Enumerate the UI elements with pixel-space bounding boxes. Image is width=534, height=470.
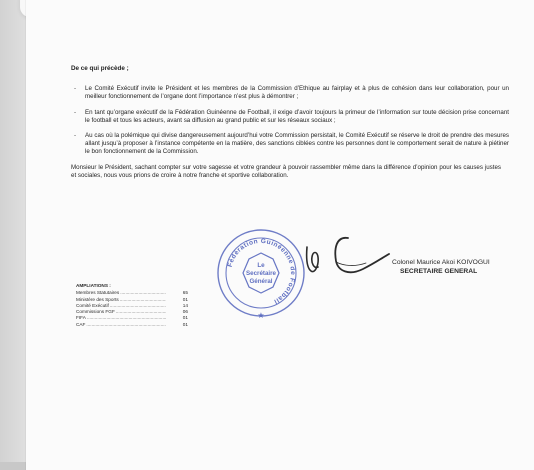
bullet-item-1 [71,85,509,101]
ampliation-count: 01 [182,296,188,302]
ampliation-label: Ministère des Sports ..... [76,297,166,303]
bullet-item-2 [71,109,509,125]
ampliation-count: 65 [182,290,188,296]
bullet-text: En tant qu’organe exécutif de la Fédération Guinéenne de Football, il exige d’avoir toujours la primeur de l’information sur toute décision prise concernant le football et tous les acteurs, avant sa diffusion au grand public et sur les réseaux sociaux ; [85,108,509,124]
signatory-title: SECRETAIRE GENERAL [400,268,478,276]
ampliation-label: Membres Statutaires ..... [76,290,166,296]
letter-bullet-list [71,85,509,156]
signature [292,220,392,300]
ampliation-label: Commissions FGF ..... [76,309,166,315]
signatory-name: Colonel Maurice Akoi KOIVOGUI [392,259,490,266]
closing-paragraph: Monsieur le Président, sachant compter sur votre sagesse et votre grandeur à pouvoir rassembler même dans la différence d’opinion pour les causes justes et sociales, nous vous prions de croire à notre franche et sportive collaboration. [71,164,501,179]
letter-body [71,65,509,180]
ampliation-label: Comité Exécutif ..... [76,303,166,309]
bullet-marker: - [74,132,77,140]
ampliation-label: CAF ..... [76,322,166,328]
ampliation-count: 06 [182,309,188,315]
ampliations-list [76,283,220,328]
letter-heading: De ce qui précède ; [71,65,129,72]
stamp-ring-text: Fédération Guinéenne de Football [226,237,297,305]
bullet-marker: - [74,108,77,116]
ampliation-row [76,322,220,328]
signature-icon [292,220,392,300]
bullet-text: Au cas où la polémique qui divise dangereusement aujourd’hui votre Commission persistait, le Comité Exécutif se réserve le droit de prendre des mesures allant jusqu’à proposer à l’instance compétente en la matière, des sanctions ciblées contre les personnes dont le comportement serait de nature à piétiner le bon fonctionnement de la Commission. [85,132,509,156]
bullet-text: Le Comité Exécutif invite le Président et les membres de la Commission d’Ethique au fairplay et à plus de cohésion dans leur collaboration, pour un meilleur fonctionnement de l’organe dont l’importance n’est plus à démontrer ; [85,84,509,100]
bullet-item-3 [71,132,509,156]
ampliation-count: 01 [182,321,188,327]
ampliation-count: 01 [182,315,188,321]
bullet-marker: - [74,84,77,92]
stamp-line-2: Secrétaire [246,270,276,277]
ampliation-label: FIFA ..... [76,315,166,321]
signatory-block [392,258,512,277]
ampliations-title: AMPLIATIONS : [76,283,111,288]
stamp-star-icon: ★ [257,311,265,320]
ampliation-count: 14 [182,302,188,308]
stamp-line-3: Général [249,278,273,285]
stamp-line-1: Le [257,262,265,269]
